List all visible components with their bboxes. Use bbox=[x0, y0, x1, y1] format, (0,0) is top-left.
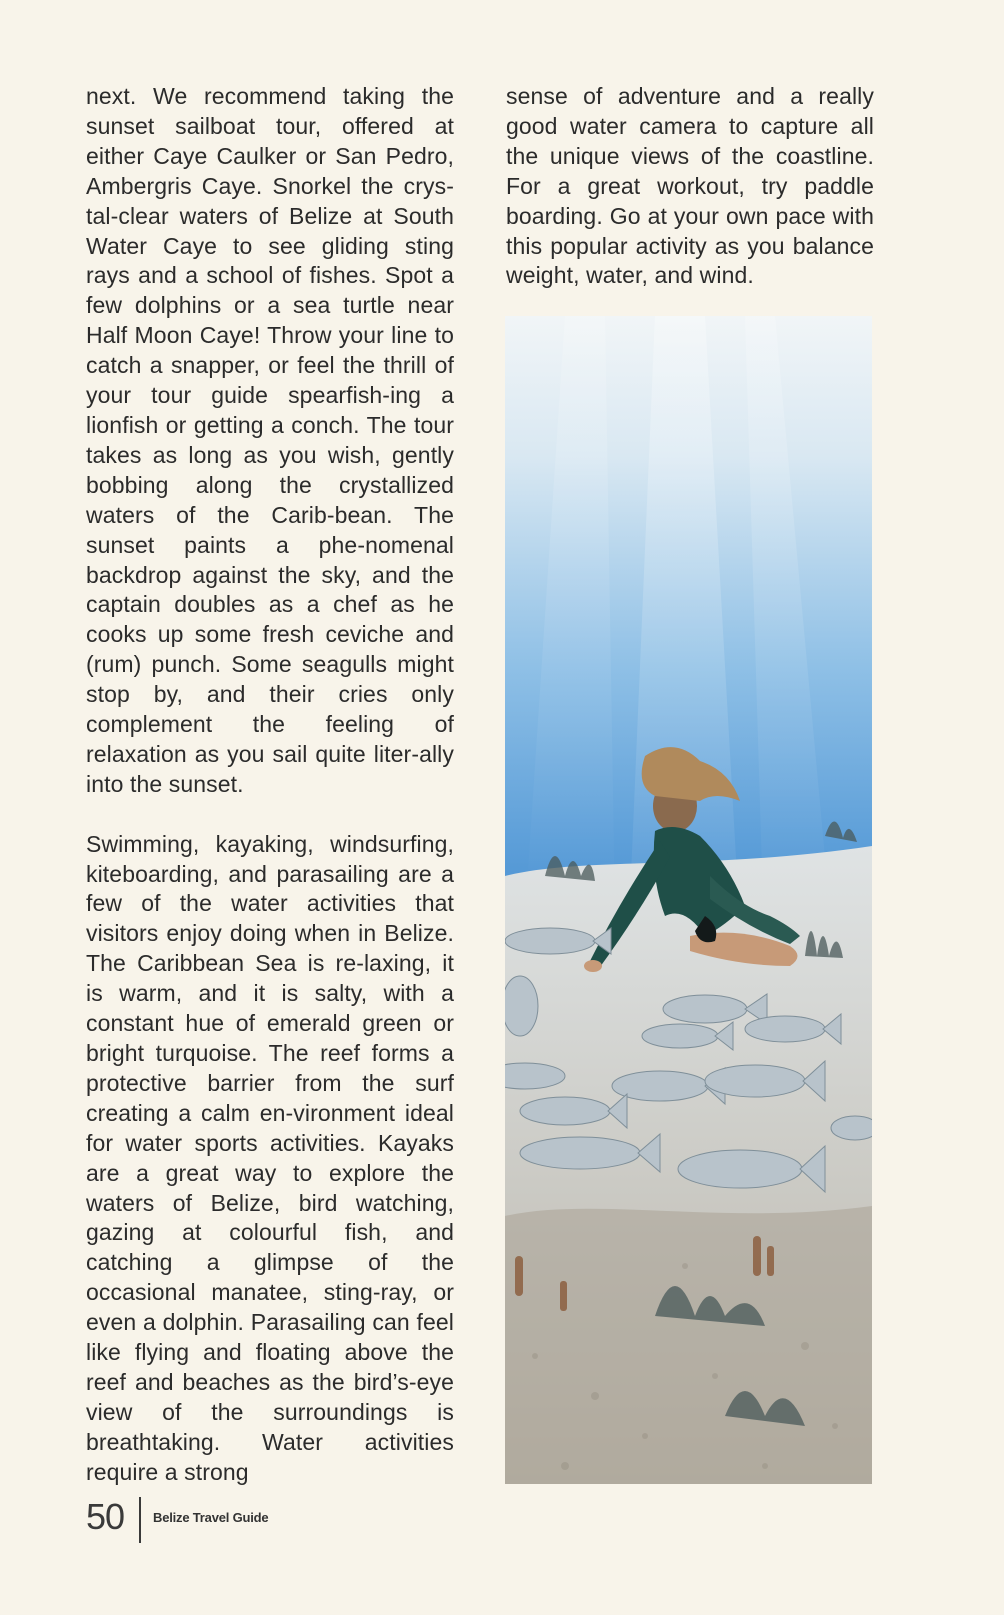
body-paragraph: Swimming, kayaking, windsurfing, kiteboarding, and parasailing are a few of the water activities that visitors enjoy doing when in Belize. The Caribbean Sea is re-laxing, it is warm, and it is salty, with a constant hue of emerald green or bright turquoise. The reef forms a protective barrier from the surf creating a calm en-vironment ideal for water sports activities. Kayaks are a great way to explore the waters of Belize, bird watching, gazing at colourful fish, and catching a glimpse of the occasional manatee, sting-ray, or even a dolphin. Parasailing can feel like flying and floating above the reef and beaches as the bird’s-eye view of the surroundings is breathtaking. Water activities require a strong bbox=[86, 830, 454, 1485]
page-number: 50 bbox=[86, 1496, 125, 1537]
footer-divider bbox=[139, 1497, 141, 1543]
footer-title: Belize Travel Guide bbox=[153, 1510, 269, 1525]
left-column bbox=[86, 82, 454, 1488]
underwater-photo bbox=[505, 316, 872, 1484]
right-column bbox=[506, 82, 874, 291]
body-paragraph: sense of adventure and a really good water camera to capture all the unique views of the coastline. For a great workout, try paddle boarding. Go at your own pace with this popular activity as you balance weight, water, and wind. bbox=[506, 83, 874, 289]
body-paragraph: next. We recommend taking the sunset sailboat tour, offered at either Caye Caulker or San Pedro, Ambergris Caye. Snorkel the crys-tal-clear waters of Belize at South Water Caye to see gliding sting rays and a school of fishes. Spot a few dolphins or a sea turtle near Half Moon Caye! Throw your line to catch a snapper, or feel the thrill of your tour guide spearfish-ing a lionfish or getting a conch. The tour takes as long as you wish, gently bobbing along the crystallized waters of the Carib-bean. The sunset paints a phe-nomenal backdrop against the sky, and the captain doubles as a chef as he cooks up some fresh ceviche and (rum) punch. Some seagulls might stop by, and their cries only complement the feeling of relaxation as you sail quite liter-ally into the sunset. bbox=[86, 83, 454, 797]
